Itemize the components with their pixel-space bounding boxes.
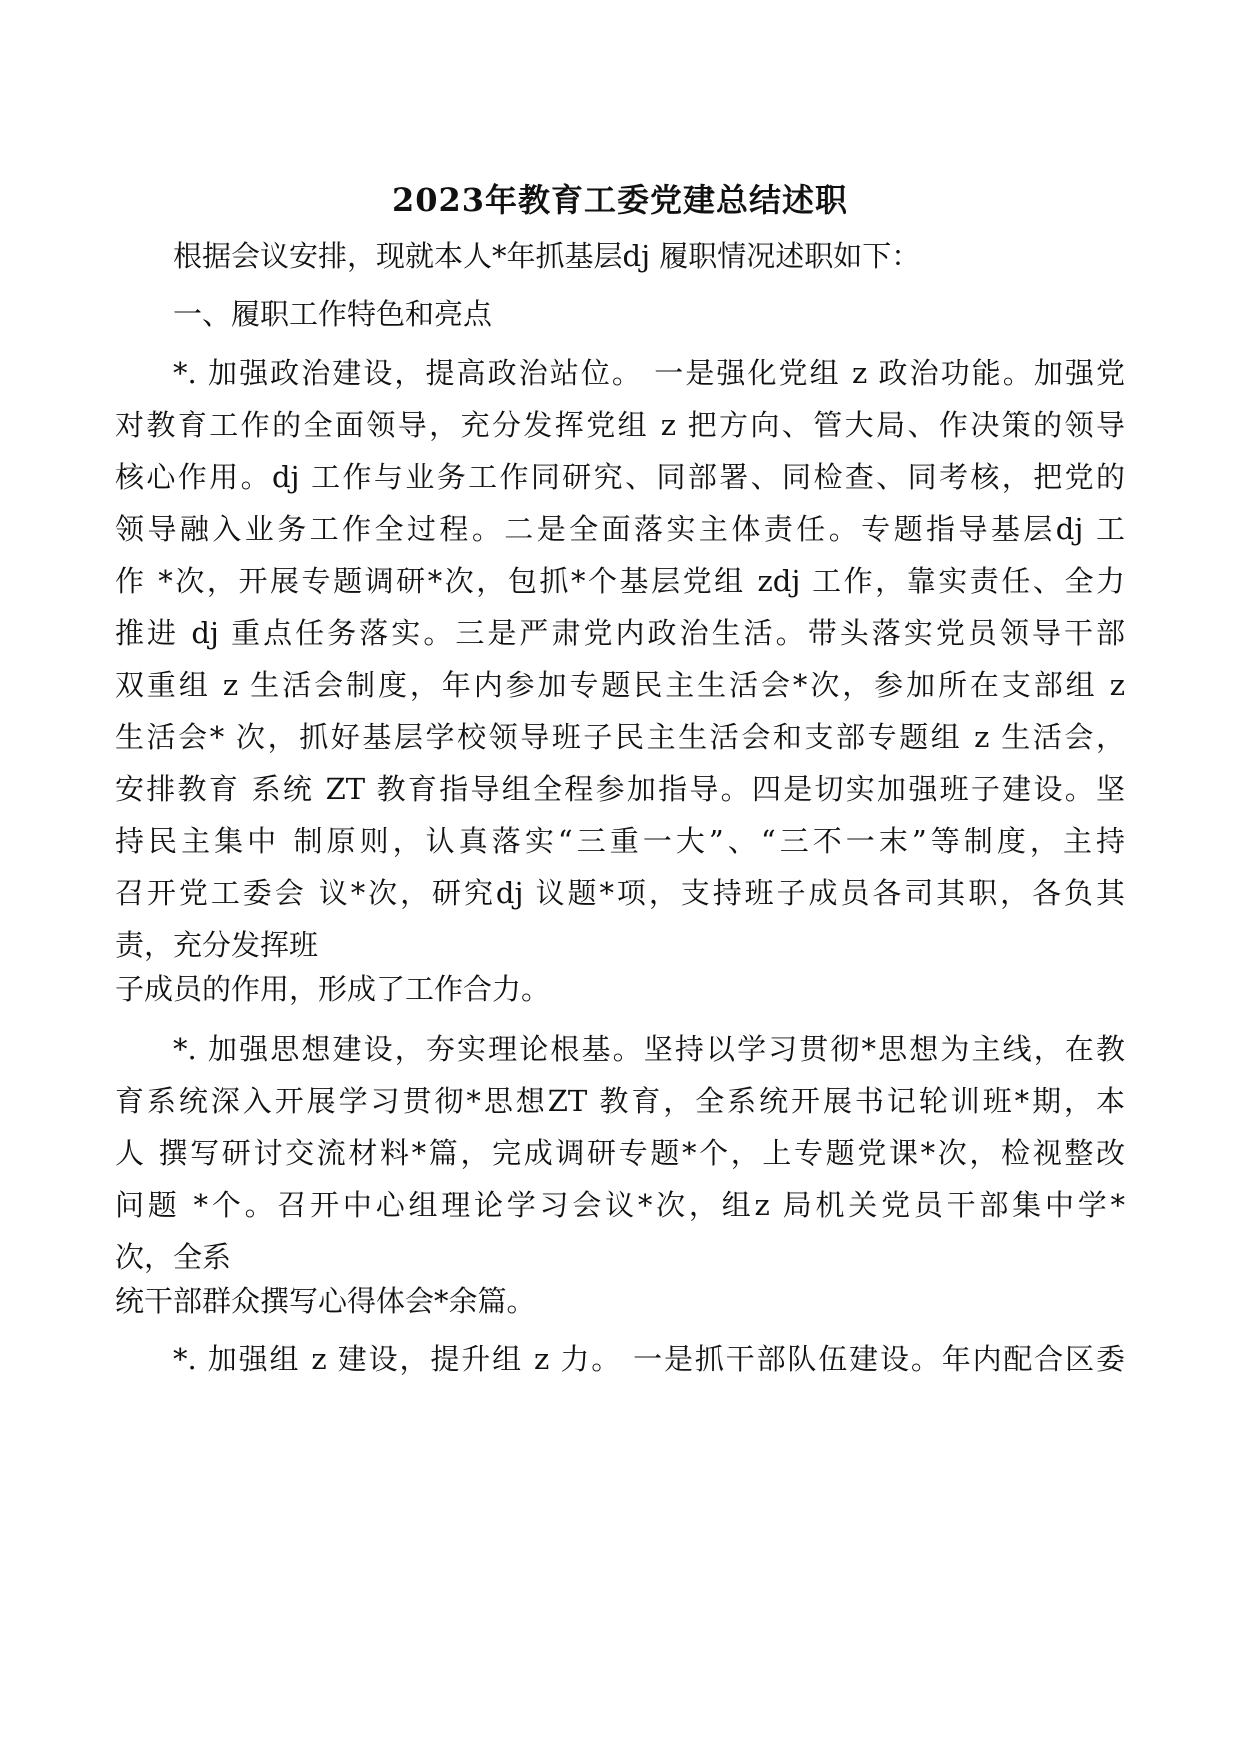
intro-text: 根据会议安排，现就本人*年抓基层dj 履职情况述职如下： bbox=[173, 239, 921, 273]
paragraph-1-line: 核心作用。dj 工作与业务工作同研究、同部署、同检查、同考核，把党的 bbox=[115, 460, 1125, 494]
paragraph-1-line: 子成员的作用，形成了工作合力。 bbox=[115, 972, 551, 1006]
paragraph-1-line: 安排教育 系统 ZT 教育指导组全程参加指导。四是切实加强班子建设。坚 bbox=[115, 772, 1125, 806]
paragraph-1-line: 作 *次，开展专题调研*次，包抓*个基层党组 zdj 工作，靠实责任、全力 bbox=[115, 564, 1125, 598]
paragraph-1-line: 双重组 z 生活会制度，年内参加专题民主生活会*次，参加所在支部组 z bbox=[115, 668, 1125, 702]
document-title: 2023年教育工委党建总结述职 bbox=[391, 181, 849, 219]
paragraph-1-line: *. 加强政治建设，提高政治站位。 一是强化党组 z 政治功能。加强党 bbox=[173, 356, 1125, 390]
paragraph-2-line: 次，全系 bbox=[115, 1240, 232, 1274]
paragraph-2-line: 统干部群众撰写心得体会*余篇。 bbox=[115, 1284, 536, 1318]
paragraph-2-line: 问题 *个。召开中心组理论学习会议*次，组z 局机关党员干部集中学* bbox=[115, 1188, 1125, 1222]
paragraph-1-line: 责，充分发挥班 bbox=[115, 928, 319, 962]
paragraph-3-line: *. 加强组 z 建设，提升组 z 力。 一是抓干部队伍建设。年内配合区委 bbox=[173, 1342, 1125, 1376]
paragraph-2-line: 人 撰写研讨交流材料*篇，完成调研专题*个，上专题党课*次，检视整改 bbox=[115, 1136, 1125, 1170]
section-heading: 一、履职工作特色和亮点 bbox=[173, 297, 493, 331]
paragraph-1-line: 对教育工作的全面领导，充分发挥党组 z 把方向、管大局、作决策的领导 bbox=[115, 408, 1125, 442]
paragraph-1-line: 领导融入业务工作全过程。二是全面落实主体责任。专题指导基层dj 工 bbox=[115, 512, 1125, 546]
paragraph-1-line: 生活会* 次，抓好基层学校领导班子民主生活会和支部专题组 z 生活会， bbox=[115, 720, 1125, 754]
paragraph-1-line: 推进 dj 重点任务落实。三是严肃党内政治生活。带头落实党员领导干部 bbox=[115, 616, 1125, 650]
paragraph-2-line: 育系统深入开展学习贯彻*思想ZT 教育，全系统开展书记轮训班*期，本 bbox=[115, 1084, 1125, 1118]
paragraph-2-line: *. 加强思想建设，夯实理论根基。坚持以学习贯彻*思想为主线，在教 bbox=[173, 1032, 1125, 1066]
paragraph-1-line: 召开党工委会 议*次，研究dj 议题*项，支持班子成员各司其职，各负其 bbox=[115, 876, 1125, 910]
paragraph-1-line: 持民主集中 制原则，认真落实“三重一大”、“三不一末”等制度，主持 bbox=[115, 824, 1125, 858]
